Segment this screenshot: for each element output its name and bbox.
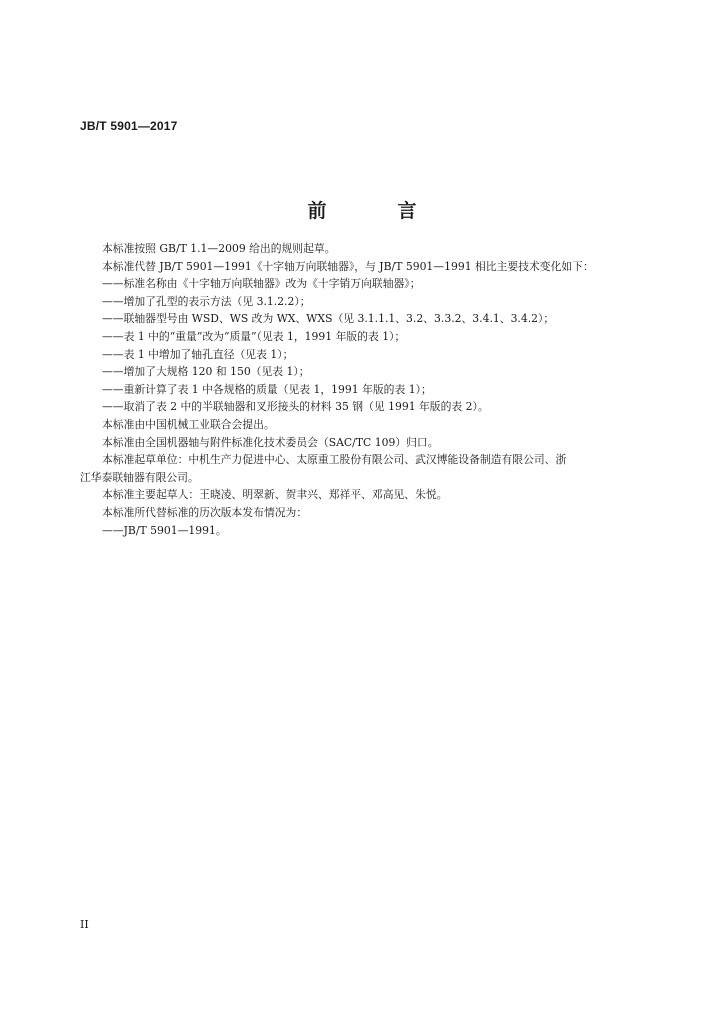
change-item: ——表 1 中的“重量”改为“质量”（见表 1，1991 年版的表 1）； [102, 329, 406, 343]
change-item: ——重新计算了表 1 中各规格的质量（见表 1，1991 年版的表 1）； [102, 382, 432, 396]
paragraph-replaces: 本标准代替 JB/T 5901—1991《十字轴万向联轴器》，与 JB/T 5901—1991 相比主要技术变化如下： [102, 259, 594, 273]
paragraph-drafting-units: 本标准起草单位：中机生产力促进中心、太原重工股份有限公司、武汉博能设备制造有限公司、浙 [102, 453, 567, 467]
standard-code: JB/T 5901—2017 [80, 119, 178, 133]
change-item: ——表 1 中增加了轴孔直径（见表 1）； [102, 347, 294, 361]
change-item: ——联轴器型号由 WSD、WS 改为 WX、WXS（见 3.1.1.1、3.2、3.3.2、3.4.1、3.4.2）； [102, 312, 555, 326]
change-item: ——标准名称由《十字轴万向联轴器》改为《十字销万向联轴器》； [102, 277, 421, 291]
paragraph-drafting-units-continued: 江华泰联轴器有限公司。 [80, 470, 199, 484]
paragraph-proposer: 本标准由中国机械工业联合会提出。 [102, 417, 275, 431]
paragraph-drafting-rules: 本标准按照 GB/T 1.1—2009 给出的规则起草。 [102, 242, 336, 255]
change-item: ——取消了表 2 中的半联轴器和叉形接头的材料 35 钢（见 1991 年版的表 2）。 [102, 400, 489, 414]
paragraph-committee: 本标准由全国机器轴与附件标准化技术委员会（SAC/TC 109）归口。 [102, 435, 439, 449]
page-title: 前 言 [307, 200, 443, 222]
history-item: ——JB/T 5901—1991。 [102, 523, 227, 537]
change-item: ——增加了大规格 120 和 150（见表 1）； [102, 365, 310, 379]
paragraph-history: 本标准所代替标准的历次版本发布情况为： [102, 505, 308, 519]
foreword-body [80, 240, 640, 539]
page-number: II [80, 918, 89, 931]
paragraph-drafters: 本标准主要起草人：王晓凌、明翠新、贺聿兴、郑祥平、邓高见、朱悦。 [102, 488, 448, 502]
change-item: ——增加了孔型的表示方法（见 3.1.2.2）； [102, 294, 311, 308]
